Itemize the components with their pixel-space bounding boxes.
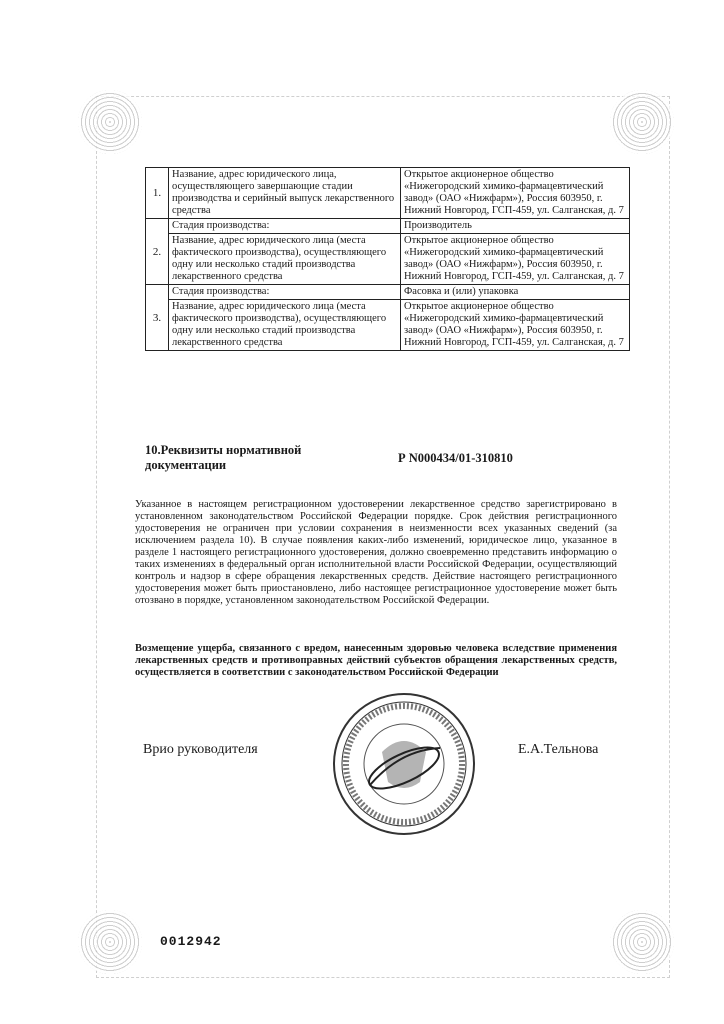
- row-label: Название, адрес юридического лица (места фактического производства), осуществляющего одну или несколько стадий производства лекарственного средства: [169, 234, 401, 285]
- row-label: Название, адрес юридического лица (места фактического производства), осуществляющего одну или несколько стадий производства лекарственного средства: [169, 300, 401, 351]
- table-row: [146, 300, 630, 351]
- corner-rosette-top-right: [610, 90, 674, 154]
- stage-label: Стадия производства:: [169, 285, 401, 300]
- compensation-paragraph: Возмещение ущерба, связанного с вредом, нанесенным здоровью человека вследствие применения лекарственных средств и противоправных действий субъектов обращения лекарственных средств, осуществляется в соответствии с законодательством Российской Федерации: [135, 643, 617, 678]
- row-number: 3.: [146, 285, 169, 351]
- table-row: [146, 168, 630, 219]
- stage-value: Фасовка и (или) упаковка: [401, 285, 630, 300]
- table-row: [146, 219, 630, 234]
- stage-value: Производитель: [401, 219, 630, 234]
- row-number: 1.: [146, 168, 169, 219]
- row-value: Открытое акционерное общество «Нижегородский химико-фармацевтический завод» (ОАО «Нижфарм»), Россия 603950, г. Нижний Новгород, ГСП-459, ул. Салганская, д. 7: [401, 300, 630, 351]
- row-number: 2.: [146, 219, 169, 285]
- manufacturer-table: [145, 167, 630, 351]
- stage-label: Стадия производства:: [169, 219, 401, 234]
- registration-number: Р N000434/01-310810: [398, 451, 513, 465]
- corner-rosette-bottom-right: [610, 910, 674, 974]
- section-10-title: 10.Реквизиты нормативной документации: [145, 443, 302, 472]
- signatory-title: Врио руководителя: [143, 742, 258, 757]
- corner-rosette-bottom-left: [78, 910, 142, 974]
- signatory-name: Е.А.Тельнова: [518, 742, 599, 757]
- row-value: Открытое акционерное общество «Нижегородский химико-фармацевтический завод» (ОАО «Нижфарм»), Россия 603950, г. Нижний Новгород, ГСП-459, ул. Салганская, д. 7: [401, 168, 630, 219]
- table-row: [146, 285, 630, 300]
- row-label: Название, адрес юридического лица, осуществляющего завершающие стадии производства и серийный выпуск лекарственного средства: [169, 168, 401, 219]
- validity-paragraph: Указанное в настоящем регистрационном удостоверении лекарственное средство зарегистрировано в установленном законодательством Российской Федерации порядке. Срок действия регистрационного удостоверения не ограничен при условии сохранения в неизменности всех указанных сведений (за исключением раздела 10). В случае появления каких-либо изменений, юридическое лицо, указанное в разделе 1 настоящего регистрационного удостоверения, должно своевременно представить информацию о таких изменениях в федеральный орган исполнительной власти Российской Федерации, осуществляющий контроль и надзор в сфере обращения лекарственных средств. Действие настоящего регистрационного удостоверения может быть приостановлено, либо настоящее регистрационное удостоверение может быть отозвано в порядке, установленном законодательством Российской Федерации.: [135, 499, 617, 606]
- official-seal-stamp: [330, 690, 478, 838]
- serial-number: 0012942: [160, 934, 222, 949]
- table-row: [146, 234, 630, 285]
- row-value: Открытое акционерное общество «Нижегородский химико-фармацевтический завод» (ОАО «Нижфарм»), Россия 603950, г. Нижний Новгород, ГСП-459, ул. Салганская, д. 7: [401, 234, 630, 285]
- corner-rosette-top-left: [78, 90, 142, 154]
